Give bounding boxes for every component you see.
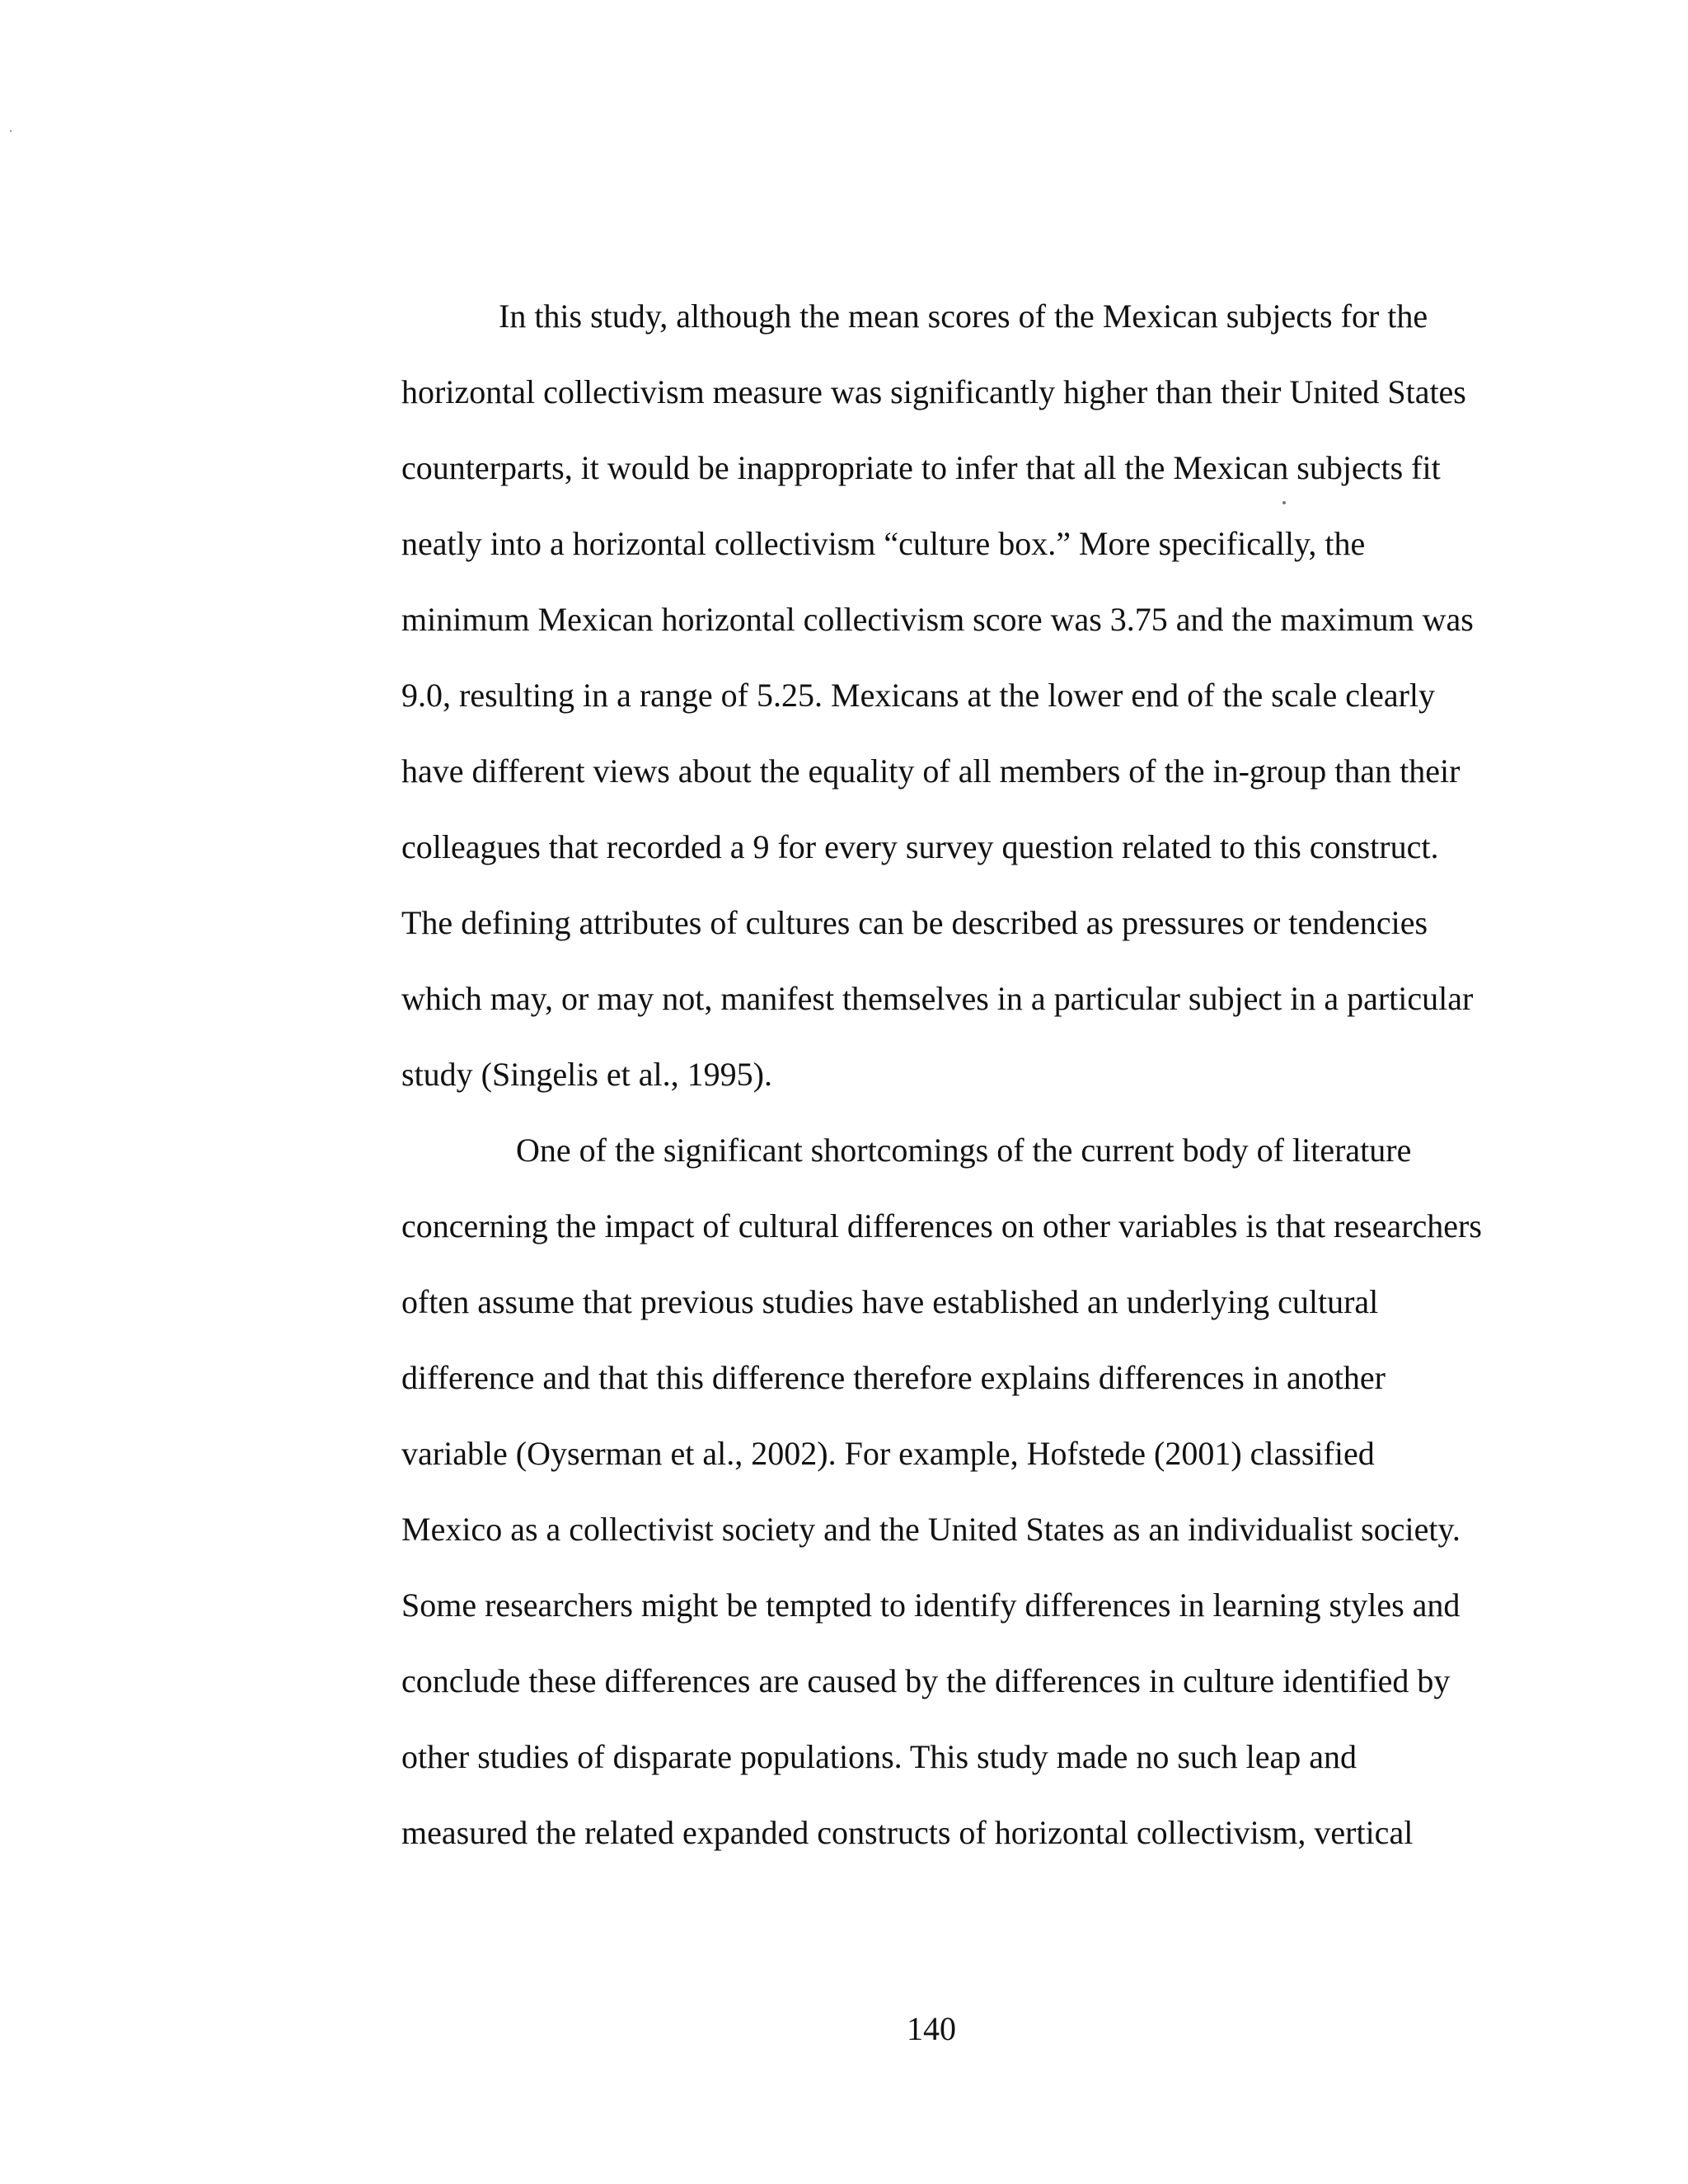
- paragraph-2-line-2: concerning the impact of cultural differences on other variables is that researchers: [401, 1207, 1482, 1244]
- paragraph-2-line-3: often assume that previous studies have established an underlying cultural: [401, 1283, 1379, 1320]
- paragraph-1-line-11: study (Singelis et al., 1995).: [401, 1056, 772, 1093]
- paragraph-1-line-10: which may, or may not, manifest themselves in a particular subject in a particular: [401, 980, 1474, 1017]
- paragraph-1-line-3: counterparts, it would be inappropriate to infer that all the Mexican subjects fit: [401, 449, 1441, 486]
- paragraph-2-line-7: Some researchers might be tempted to identify differences in learning styles and: [401, 1586, 1461, 1624]
- paragraph-2-line-9: other studies of disparate populations. This study made no such leap and: [401, 1738, 1357, 1775]
- paragraph-2-line-4: difference and that this difference therefore explains differences in another: [401, 1359, 1386, 1396]
- paragraph-2-line-10: measured the related expanded constructs of horizontal collectivism, vertical: [401, 1814, 1414, 1851]
- paragraph-1-line-4: neatly into a horizontal collectivism “culture box.” More specifically, the: [401, 525, 1366, 562]
- paragraph-1-line-8: colleagues that recorded a 9 for every survey question related to this construct.: [401, 828, 1439, 865]
- paragraph-2-line-6: Mexico as a collectivist society and the United States as an individualist society.: [401, 1511, 1461, 1548]
- scan-speck: [10, 130, 12, 132]
- paragraph-1-line-2: horizontal collectivism measure was significantly higher than their United States: [401, 373, 1466, 410]
- paragraph-1-line-1: In this study, although the mean scores of the Mexican subjects for the: [499, 298, 1428, 335]
- paragraph-1-line-6: 9.0, resulting in a range of 5.25. Mexicans at the lower end of the scale clearly: [401, 677, 1436, 714]
- scan-speck: [1282, 501, 1286, 504]
- paragraph-2-line-8: conclude these differences are caused by the differences in culture identified by: [401, 1662, 1451, 1699]
- paragraph-2-line-5: variable (Oyserman et al., 2002). For example, Hofstede (2001) classified: [401, 1435, 1375, 1472]
- paragraph-1-line-9: The defining attributes of cultures can be described as pressures or tendencies: [401, 904, 1428, 941]
- page-number: 140: [907, 2010, 956, 2047]
- paragraph-2-line-1: One of the significant shortcomings of the current body of literature: [516, 1132, 1412, 1169]
- paragraph-1-line-7: have different views about the equality of all members of the in-group than their: [401, 752, 1461, 790]
- paragraph-1-line-5: minimum Mexican horizontal collectivism score was 3.75 and the maximum was: [401, 601, 1474, 638]
